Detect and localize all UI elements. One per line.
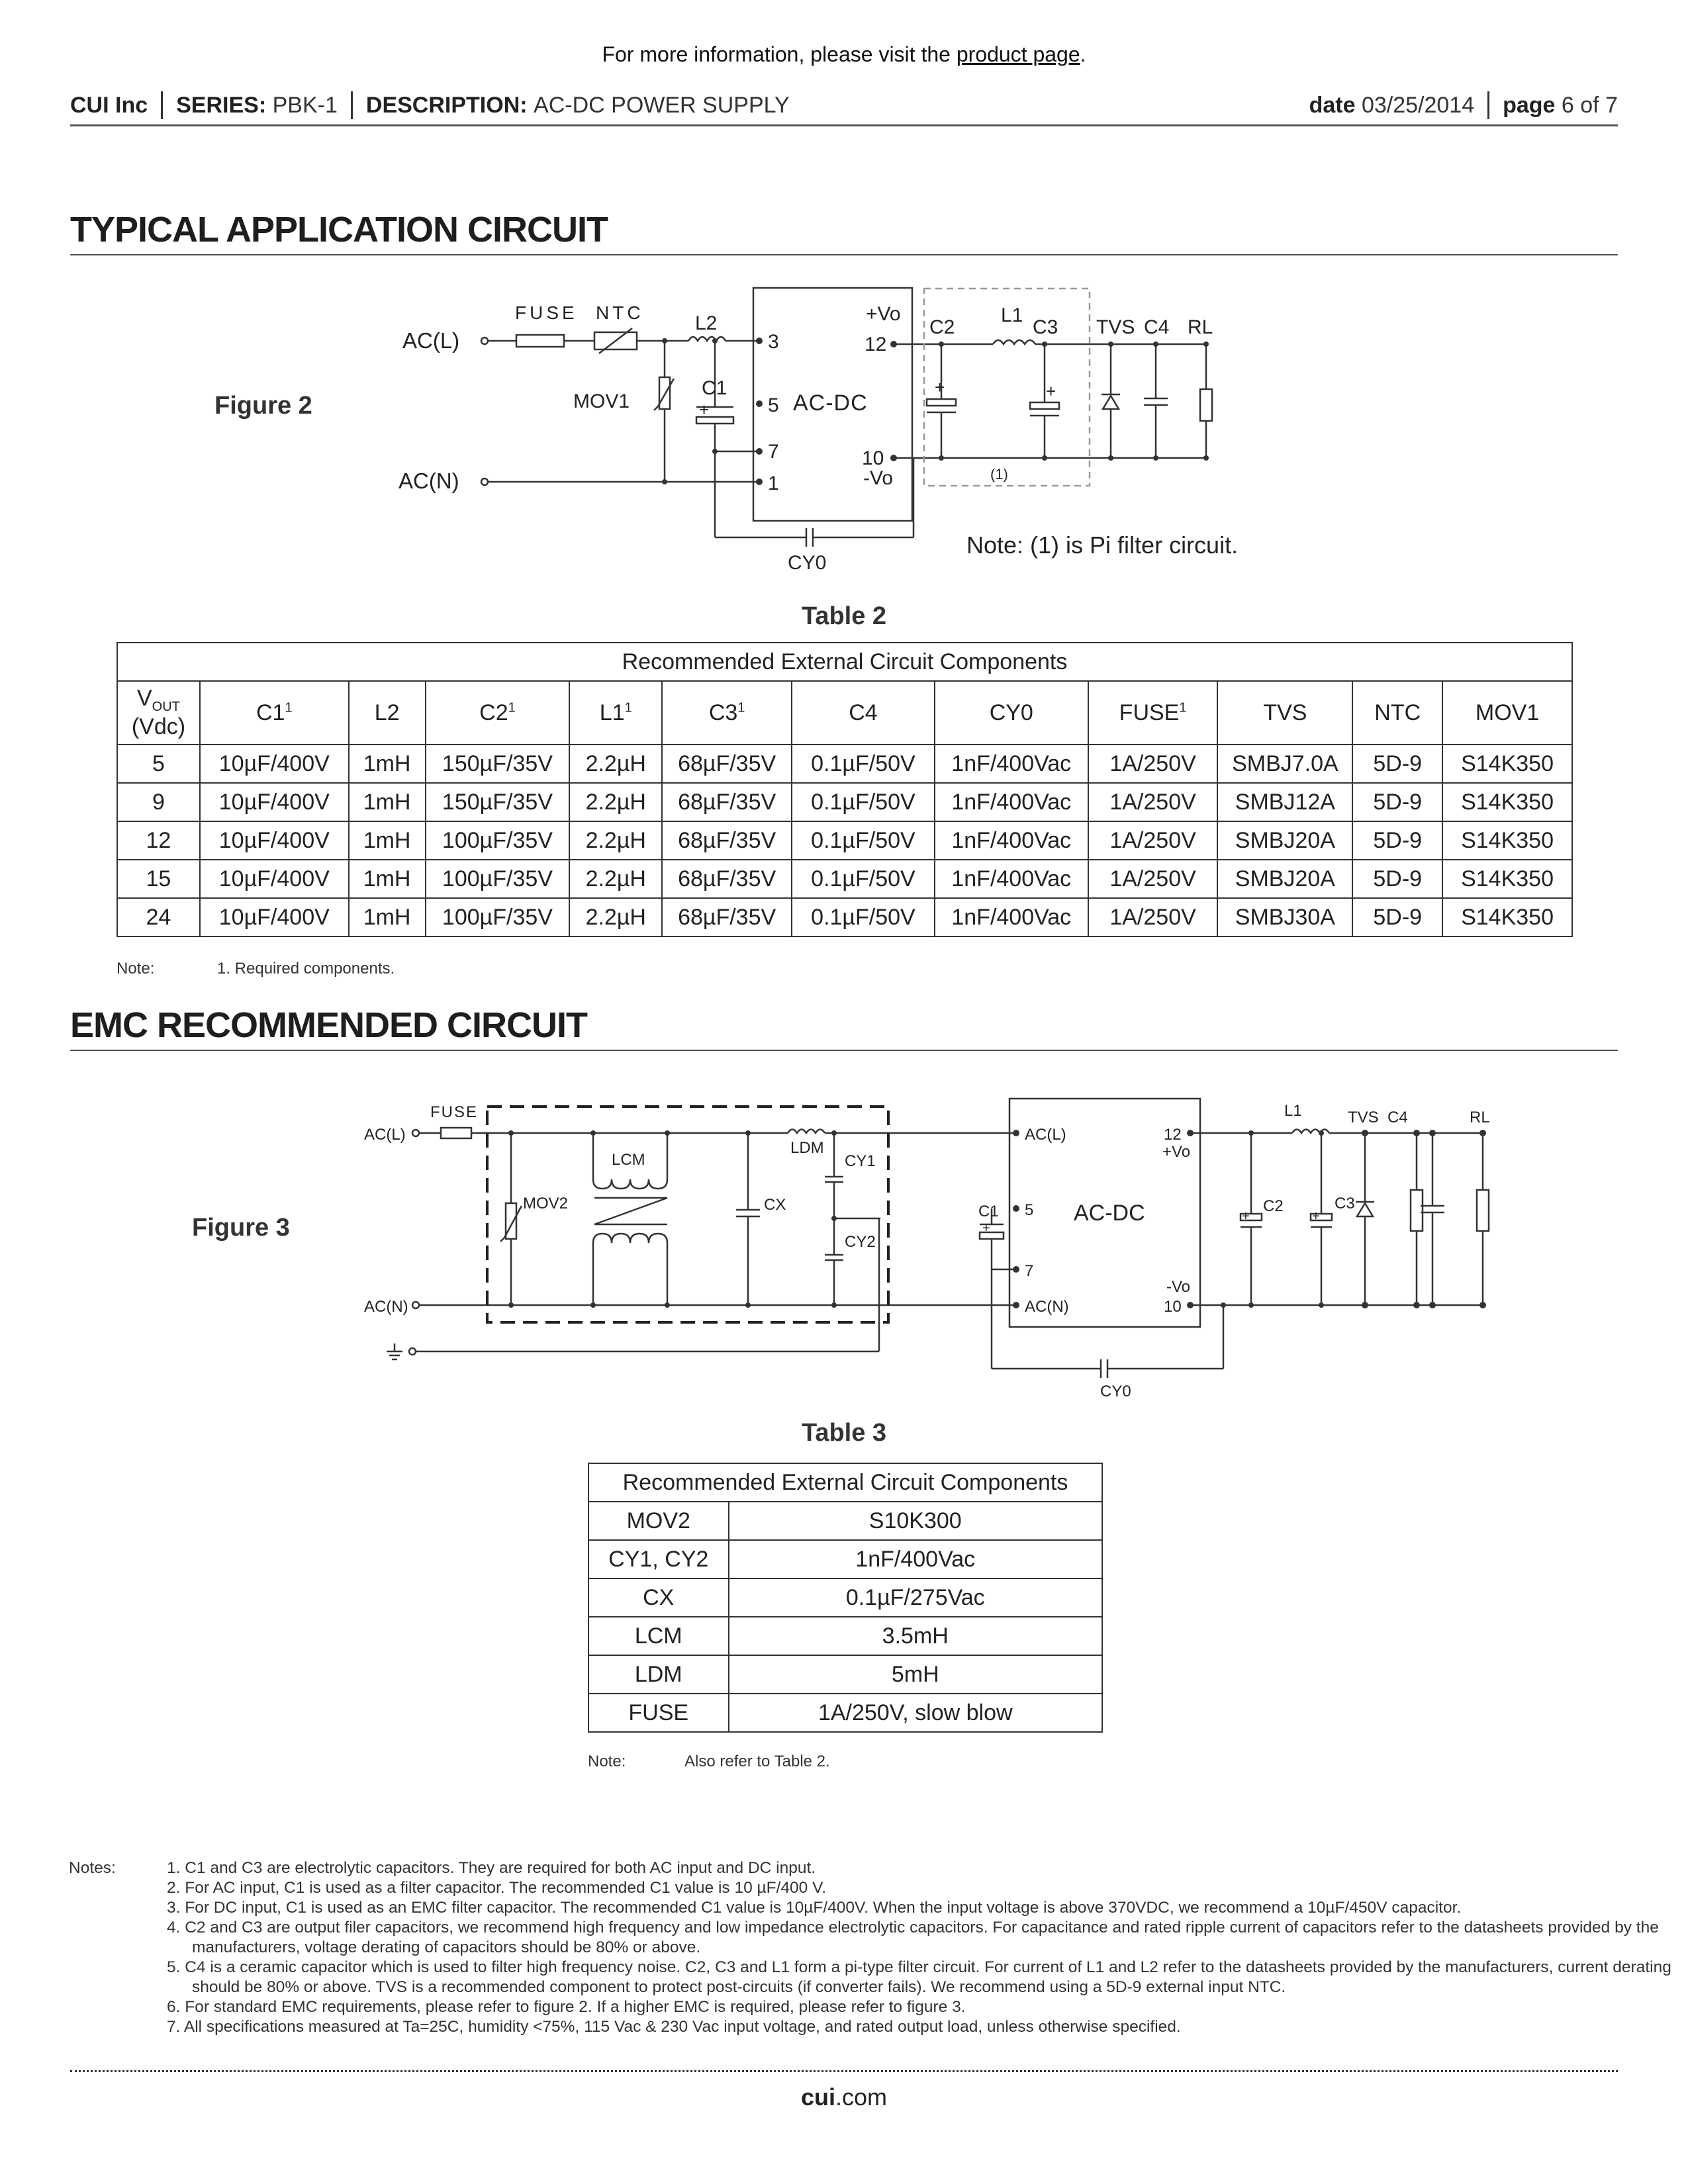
fig2-pin5: 5 [768,394,779,416]
table2-row [117,898,1572,936]
fig3-ldm-label: LDM [790,1139,824,1157]
section-title-emc: EMC RECOMMENDED CIRCUIT [70,1005,1618,1051]
fig3-acdc-label: AC-DC [1074,1201,1145,1226]
fig2-mov1-label: MOV1 [573,390,630,412]
fig3-acn-label: AC(N) [364,1298,408,1316]
table2-cell: 68µF/35V [662,860,792,898]
table2-cell: 100µF/35V [426,860,570,898]
table2-header-l2: L2 [349,681,426,745]
table2-cell: 1mH [349,860,426,898]
table2-header-fuse: FUSE$^1$ [1088,681,1218,745]
notes-label: Notes: [69,1859,116,1877]
table3-row [588,1578,1102,1617]
table2-cell: 100µF/35V [426,821,570,860]
top-note-prefix: For more information, please visit the [602,42,957,66]
table3-cell: 0.1µF/275Vac [729,1578,1103,1617]
page-header [70,86,1618,126]
fig2-cy0-label: CY0 [788,552,827,574]
figure2-circuit [371,278,1324,582]
fig2-c4-label: C4 [1144,316,1170,338]
table3-cell: FUSE [588,1694,729,1732]
table2-cell: 0.1µF/50V [792,860,935,898]
table2-header-vout: $V_{OUT}$ (Vdc) [117,681,200,745]
table3-cell: CX [588,1578,729,1617]
fig3-c1-label: C1 [978,1203,999,1220]
table3 [588,1463,1103,1733]
table2-cell: 24 [117,898,200,936]
fig3-acl-label: AC(L) [364,1126,406,1144]
table2-cell: 68µF/35V [662,745,792,783]
table2-header-mov1: MOV1 [1442,681,1572,745]
table2-cell: SMBJ30A [1217,898,1352,936]
table2-cell: 15 [117,860,200,898]
description-value: AC-DC POWER SUPPLY [534,92,790,118]
figure3-label: Figure 3 [192,1214,290,1242]
table2-title-row [117,643,1572,681]
top-note-suffix: . [1080,42,1086,66]
table2-cell: 12 [117,821,200,860]
table2-cell: 1mH [349,821,426,860]
table3-title: Recommended External Circuit Components [588,1463,1102,1502]
fig2-note: Note: (1) is Pi filter circuit. [966,531,1239,559]
description-label: DESCRIPTION: [365,92,528,118]
table2-cell: 5 [117,745,200,783]
figure2-label: Figure 2 [214,392,312,420]
figure3-circuit [357,1092,1496,1410]
fig3-mov2-label: MOV2 [523,1195,569,1212]
table2-cell: S14K350 [1442,745,1572,783]
fig2-pin7: 7 [768,441,779,463]
fig2-acl-label: AC(L) [402,328,460,353]
table2-cell: 5D-9 [1352,783,1442,821]
table3-cell: MOV2 [588,1502,729,1540]
table2-note-label: Note: [117,960,155,978]
table2-header-cy0: CY0 [935,681,1088,745]
series-value: PBK-1 [272,92,338,118]
table3-cell: CY1, CY2 [588,1540,729,1578]
table2-header-c1: $C1^1$ [200,681,349,745]
table2-cell: S14K350 [1442,821,1572,860]
fig2-l1-label: L1 [1001,304,1023,326]
fig2-fuse-label: FUSE [515,302,578,323]
table2-cell: 10µF/400V [200,745,349,783]
date-value: 03/25/2014 [1361,92,1475,118]
table2-note: 1. Required components. [217,960,395,978]
table2-cell: 2.2µH [569,860,662,898]
table2-cell: 5D-9 [1352,821,1442,860]
section-title-typical-application: TYPICAL APPLICATION CIRCUIT [70,209,1618,255]
table2-row [117,821,1572,860]
table2-cell: SMBJ12A [1217,783,1352,821]
table2-header-l1: $L1^1$ [569,681,662,745]
fig2-tvs-label: TVS [1096,316,1135,338]
page-value: 6 of 7 [1561,92,1618,118]
table3-note: Also refer to Table 2. [684,1752,830,1770]
table3-cell: 1nF/400Vac [729,1540,1103,1578]
table2-cell: 1mH [349,898,426,936]
footer-com: .com [835,2083,888,2111]
fig3-fuse-label: FUSE [430,1103,479,1121]
table2-cell: S14K350 [1442,783,1572,821]
table2-cell: 1A/250V [1088,783,1218,821]
table2-header-tvs: TVS [1217,681,1352,745]
fig3-cx-label: CX [764,1196,786,1214]
fig3-pin-acn: AC(N) [1025,1298,1069,1316]
table2-row [117,745,1572,783]
table2-cell: 10µF/400V [200,821,349,860]
table2-cell: 150µF/35V [426,745,570,783]
table2-cell: 5D-9 [1352,745,1442,783]
table2-cell: 1A/250V [1088,898,1218,936]
table2-cell: 68µF/35V [662,898,792,936]
fig2-c2-label: C2 [929,316,955,338]
table2-cell: S14K350 [1442,898,1572,936]
note-item: 2. For AC input, C1 is used as a filter capacitor. The recommended C1 value is 10 µF/400 V. [167,1879,826,1897]
fig3-lcm-label: LCM [612,1151,645,1169]
page-label: page [1503,92,1556,118]
fig2-rl-label: RL [1188,316,1213,338]
note-item: 7. All specifications measured at Ta=25C, humidity <75%, 115 Vac & 230 Vac input voltage, and rated output load, unless otherwise specified. [167,2018,1181,2036]
fig2-pin10: 10 [862,447,884,469]
fig3-cy0-label: CY0 [1100,1383,1131,1400]
table2-cell: 0.1µF/50V [792,821,935,860]
table2-row [117,860,1572,898]
top-note [0,42,1688,67]
product-page-link[interactable]: product page [956,42,1080,66]
table2-cell: 0.1µF/50V [792,783,935,821]
table2-header-row [117,681,1572,745]
table3-row [588,1655,1102,1694]
fig3-tvs-label: TVS [1348,1109,1379,1126]
fig2-c3-plus: + [1046,381,1056,401]
footer-cui: cui [800,2083,835,2111]
table2-cell: 100µF/35V [426,898,570,936]
fig3-vo-pos-label: +Vo [1162,1143,1191,1161]
fig2-vo-neg-label: -Vo [863,467,894,489]
table3-cell: S10K300 [729,1502,1103,1540]
table2-cell: 1A/250V [1088,821,1218,860]
table2-cell: 1mH [349,745,426,783]
fig3-vo-neg-label: -Vo [1166,1278,1191,1296]
table2-cell: 5D-9 [1352,898,1442,936]
fig2-pin3: 3 [768,331,779,353]
fig2-c2-plus: + [935,377,945,397]
fig3-c3-plus: + [1312,1209,1320,1224]
fig3-pin10: 10 [1164,1298,1182,1316]
table2-cell: 1A/250V [1088,745,1218,783]
table2-cell: 2.2µH [569,821,662,860]
fig2-acn-label: AC(N) [399,469,459,493]
header-separator [1487,91,1489,119]
table2-cell: 1mH [349,783,426,821]
company-name: CUI Inc [70,92,148,118]
table3-cell: LDM [588,1655,729,1694]
table3-cell: 1A/250V, slow blow [729,1694,1103,1732]
table2-cell: 2.2µH [569,783,662,821]
table2-header-c3: $C3^1$ [662,681,792,745]
footer [0,2083,1688,2111]
table3-row [588,1694,1102,1732]
table2-cell: 0.1µF/50V [792,745,935,783]
table2-header-ntc: NTC [1352,681,1442,745]
fig3-rl-label: RL [1470,1109,1490,1126]
table2-caption: Table 2 [801,602,887,630]
table2-cell: 1nF/400Vac [935,745,1088,783]
fig2-ntc-label: NTC [596,302,644,323]
table2 [117,642,1573,937]
fig2-vo-pos-label: +Vo [866,303,901,325]
table2-cell: 10µF/400V [200,860,349,898]
table3-row [588,1540,1102,1578]
fig3-c4-label: C4 [1387,1109,1408,1126]
note-item: 5. C4 is a ceramic capacitor which is used to filter high frequency noise. C2, C3 and L1 form a pi-type filter circuit. For current of L1 and L2 refer to the datasheets provided by the manufacturers, current derating should be 80% or above. TVS is a recommended component to protect post-circuits (if converter fails). We recommend using a 5D-9 external input NTC. [167,1958,1671,1996]
table2-cell: 68µF/35V [662,821,792,860]
footer-rule [70,2070,1618,2072]
table3-cell: LCM [588,1617,729,1655]
table2-row [117,783,1572,821]
table2-header-c4: C4 [792,681,935,745]
table2-cell: 2.2µH [569,898,662,936]
table2-cell: 1nF/400Vac [935,898,1088,936]
header-separator [351,91,353,119]
fig3-c3-label: C3 [1335,1195,1355,1212]
fig2-c1-label: C1 [702,377,727,399]
table3-cell: 5mH [729,1655,1103,1694]
table2-cell: SMBJ20A [1217,860,1352,898]
table2-cell: 2.2µH [569,745,662,783]
fig2-c3-label: C3 [1033,316,1058,338]
fig2-pi-mark: (1) [990,466,1008,482]
table2-cell: 0.1µF/50V [792,898,935,936]
table2-cell: 68µF/35V [662,783,792,821]
fig2-pin1: 1 [768,473,779,494]
note-item: 4. C2 and C3 are output filer capacitors, we recommend high frequency and low impedance electrolytic capacitors. For capacitance and rated ripple current of capacitors refer to the datasheets provided by the manufacturers, voltage derating of capacitors should be 80% or above. [167,1919,1659,1956]
fig3-c1-plus: + [982,1221,990,1236]
fig3-cy1-label: CY1 [845,1152,876,1170]
note-item: 6. For standard EMC requirements, please refer to figure 2. If a higher EMC is required, please refer to figure 3. [167,1998,966,2016]
table2-cell: 1nF/400Vac [935,821,1088,860]
fig3-c2-label: C2 [1263,1197,1284,1215]
series-label: SERIES: [176,92,267,118]
fig3-l1-label: L1 [1284,1102,1302,1120]
table2-header-c2: $C2^1$ [426,681,570,745]
fig2-pin12: 12 [865,334,887,355]
table2-title: Recommended External Circuit Components [117,643,1572,681]
fig3-pin12: 12 [1164,1126,1182,1144]
table2-cell: 150µF/35V [426,783,570,821]
fig3-cy2-label: CY2 [845,1233,876,1251]
table2-cell: 10µF/400V [200,898,349,936]
table2-cell: 10µF/400V [200,783,349,821]
table3-row [588,1502,1102,1540]
header-separator [161,91,163,119]
fig3-c2-plus: + [1242,1209,1250,1224]
table2-cell: 1A/250V [1088,860,1218,898]
table3-title-row [588,1463,1102,1502]
table2-cell: 9 [117,783,200,821]
fig2-c1-plus: + [699,400,710,420]
fig3-pin5: 5 [1025,1201,1034,1219]
note-item: 3. For DC input, C1 is used as an EMC filter capacitor. The recommended C1 value is 10µF/400V. When the input voltage is above 370VDC, we recommend a 10µF/450V capacitor. [167,1899,1462,1917]
fig3-pin7: 7 [1025,1262,1034,1280]
table3-note-label: Note: [588,1752,626,1770]
table3-row [588,1617,1102,1655]
table3-cell: 3.5mH [729,1617,1103,1655]
table2-cell: S14K350 [1442,860,1572,898]
table2-cell: 5D-9 [1352,860,1442,898]
fig2-acdc-label: AC-DC [793,390,868,416]
table2-cell: 1nF/400Vac [935,783,1088,821]
fig2-l2-label: L2 [695,312,718,334]
note-item: 1. C1 and C3 are electrolytic capacitors. They are required for both AC input and DC input. [167,1859,816,1877]
date-label: date [1309,92,1356,118]
fig3-pin-acl: AC(L) [1025,1126,1066,1144]
table2-cell: 1nF/400Vac [935,860,1088,898]
table2-cell: SMBJ20A [1217,821,1352,860]
table3-caption: Table 3 [801,1419,887,1447]
table2-cell: SMBJ7.0A [1217,745,1352,783]
